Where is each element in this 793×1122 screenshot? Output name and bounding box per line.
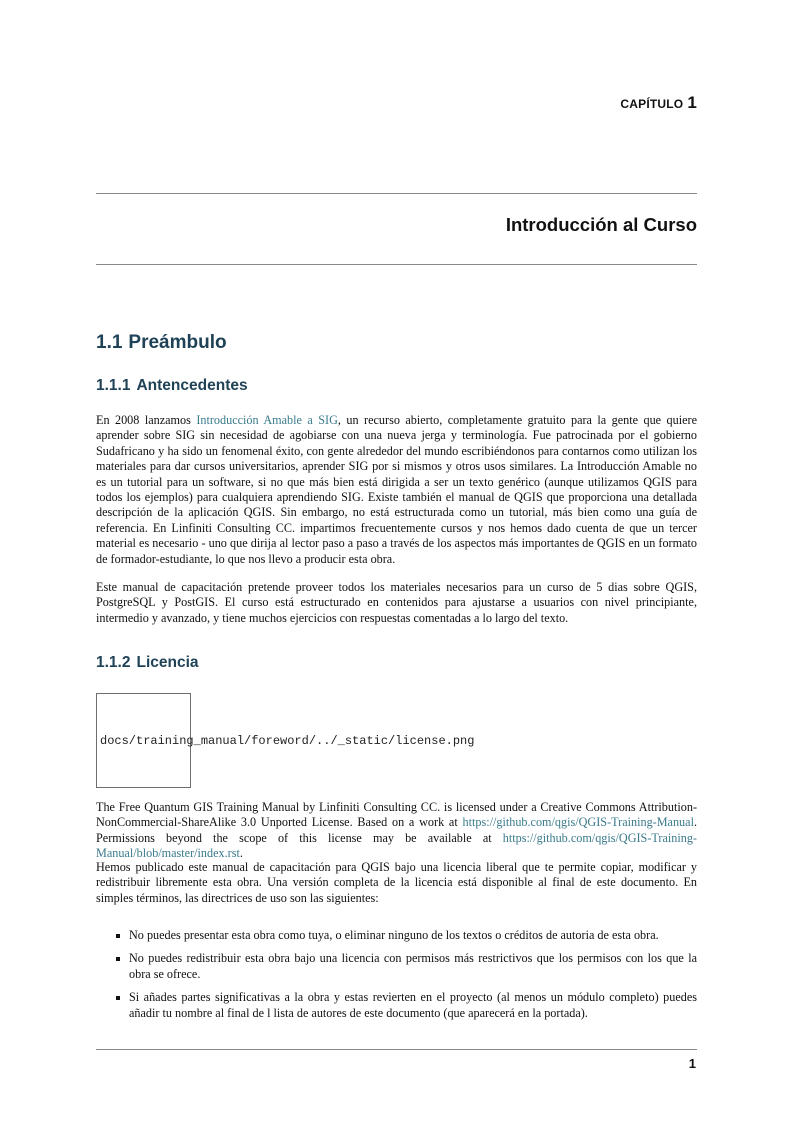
page-number: 1 (688, 1056, 696, 1071)
paragraph-text: , un recurso abierto, completamente gratuito para la gente que quiere aprender sobre SIG sin necesidad de agobiarse con una nueva jerga y terminología. Fue patrocinada por el gobierno Sudafricano y ha sido un fenomenal éxito, con gente alrededor del mundo escribiéndonos para contarnos como utilizan los materiales para dar cursos universitarios, aprender SIG por si mismos y otros usos similares. La Introducción Amable no es un tutorial para un software, si no que más bien está dirigida a ser un texto genérico (aunque utilizamos QGIS para todos los ejemplos) para cualquiera aprendiendo SIG. Existe también el manual de QGIS que proporciona una detallada descripción de la aplicación QGIS. Sin embargo, no está estructurada como un tutorial, más bien como una guía de referencia. En Linfiniti Consulting CC. impartimos frecuentemente cursos y nos hemos dado cuenta de que un tercer material es necesario - uno que dirija al lector paso a paso a través de los aspectos más importantes de QGIS en un formato de formador-estudiante, lo que nos llevo a producir esta obra. (96, 413, 697, 566)
subsection-number: 1.1.1 (96, 377, 131, 394)
license-image-path: docs/training_manual/foreword/../_static/license.png (100, 734, 475, 748)
list-item (96, 951, 697, 982)
license-paragraph-spanish: Hemos publicado este manual de capacitación para QGIS bajo una licencia liberal que te permite copiar, modificar y redistribuir libremente esta obra. Una versión completa de la licencia está disponible al final de este documento. En simples términos, las directrices de uso son las siguientes: (96, 860, 697, 905)
subsection-title: Licencia (136, 654, 199, 671)
chapter-title: Introducción al Curso (505, 214, 697, 235)
chapter-rule-bottom (96, 264, 697, 265)
subsection-heading-licencia (96, 654, 199, 672)
github-index-link[interactable]: https://github.com/qgis/QGIS-Training-Manual/blob/master/index.rst (96, 830, 697, 861)
license-paragraph-english (96, 800, 697, 862)
section-title: Preámbulo (128, 332, 227, 353)
paragraph-text: . (239, 846, 243, 861)
paragraph-text: The Free Quantum GIS Training Manual by Linfiniti Consulting CC. is licensed under a Creative Commons Attribution-NonCommercial-ShareAlike 3.0 Unported License. Based on a work at (96, 800, 697, 830)
paragraph-text: . Permissions beyond the scope of this license may be available at (96, 815, 697, 845)
chapter-rule-top (96, 193, 697, 194)
bullet-icon (116, 957, 120, 961)
antecedentes-paragraph-2: Este manual de capacitación pretende proveer todos los materiales necesarios para un curso de 5 dias sobre QGIS, PostgreSQL y PostGIS. El curso está estructurado en contenidos para ajustarse a usuarios con nivel principiante, intermedio y avanzado, y tiene muchos ejercicios con respuestas comentadas a lo largo del texto. (96, 580, 697, 625)
intro-amable-link[interactable]: Introducción Amable a SIG (196, 413, 338, 427)
list-item-text: No puedes presentar esta obra como tuya, o eliminar ninguno de los textos o créditos de autoria de esta obra. (129, 928, 659, 942)
footer-rule (96, 1049, 697, 1050)
list-item-text: Si añades partes significativas a la obra y estas revierten en el proyecto (al menos un módulo completo) puedes añadir tu nombre al final de l lista de autores de este documento (que aparecerá en la portada). (129, 990, 697, 1020)
chapter-label (620, 93, 697, 113)
section-heading-preambulo (96, 332, 227, 354)
paragraph-text: En 2008 lanzamos (96, 413, 197, 427)
subsection-number: 1.1.2 (96, 654, 131, 671)
chapter-label-text: CAPÍTULO (620, 97, 684, 111)
subsection-title: Antencedentes (136, 377, 248, 394)
section-number: 1.1 (96, 332, 123, 353)
subsection-heading-antecedentes (96, 377, 248, 395)
antecedentes-paragraph-1 (96, 413, 697, 567)
list-item (96, 928, 697, 943)
github-repo-link[interactable]: https://github.com/qgis/QGIS-Training-Manual (462, 815, 694, 830)
list-item-text: No puedes redistribuir esta obra bajo una licencia con permisos más restrictivos que los permisos con los que la obra se ofrece. (129, 951, 697, 981)
bullet-icon (116, 996, 120, 1000)
list-item (96, 990, 697, 1021)
bullet-icon (116, 934, 120, 938)
license-guidelines-list (96, 928, 697, 1029)
chapter-number: 1 (687, 93, 697, 112)
